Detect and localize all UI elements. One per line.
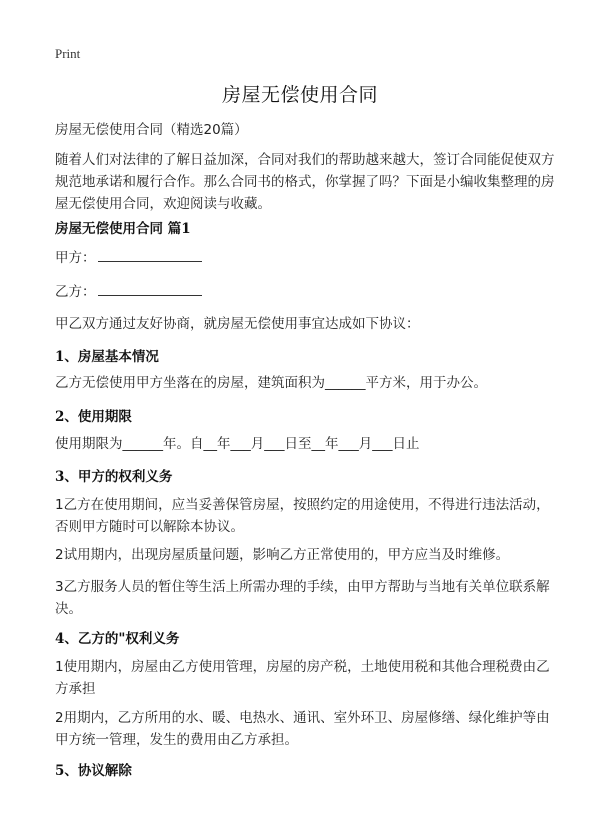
section-paragraph: 2用期内，乙方所用的水、暖、电热水、通讯、室外环卫、房屋修缮、绿化维护等由甲方统一管理，发生的费用由乙方承担。 <box>55 710 550 748</box>
section-paragraph: 3乙方服务人员的暂住等生活上所需办理的手续，由甲方帮助与当地有关单位联系解决。 <box>55 579 550 617</box>
section-heading: 3、甲方的权利义务 <box>55 469 173 485</box>
party-b-field <box>55 281 202 303</box>
section-paragraph: 1乙方在使用期间，应当妥善保管房屋，按照约定的用途使用，不得进行违法活动，否则甲方随时可以解除本协议。 <box>55 497 550 535</box>
party-a-blank-line <box>98 247 202 262</box>
party-a-label: 甲方： <box>55 250 96 266</box>
party-b-blank-line <box>98 281 202 296</box>
contract-heading: 房屋无偿使用合同 篇1 <box>55 221 191 237</box>
document-title: 房屋无偿使用合同 <box>221 84 378 106</box>
print-link[interactable]: Print <box>55 46 81 61</box>
section-paragraph: 1使用期内，房屋由乙方使用管理，房屋的房产税，土地使用税和其他合理税费由乙方承担 <box>55 659 550 697</box>
section-heading: 4、乙方的"权利义务 <box>55 631 180 647</box>
section-paragraph: 2试用期内，出现房屋质量问题，影响乙方正常使用的，甲方应当及时维修。 <box>55 547 510 563</box>
section-paragraph: 乙方无偿使用甲方坐落在的房屋，建筑面积为______平方米，用于办公。 <box>55 375 487 391</box>
document-subtitle: 房屋无偿使用合同（精选20篇） <box>55 122 248 138</box>
section-heading: 2、使用期限 <box>55 409 132 425</box>
section-heading: 1、房屋基本情况 <box>55 349 159 365</box>
agreement-statement: 甲乙双方通过友好协商，就房屋无偿使用事宜达成如下协议： <box>55 316 420 332</box>
party-a-field <box>55 247 202 269</box>
party-b-label: 乙方： <box>55 284 96 300</box>
section-heading: 5、协议解除 <box>55 763 132 779</box>
intro-paragraph: 随着人们对法律的了解日益加深，合同对我们的帮助越来越大，签订合同能促使双方规范地承诺和履行合作。那么合同书的格式，你掌握了吗？下面是小编收集整理的房屋无偿使用合同，欢迎阅读与收藏。 <box>55 152 555 212</box>
section-paragraph: 使用期限为______年。自__年___月___日至__年___月___日止 <box>55 436 420 452</box>
